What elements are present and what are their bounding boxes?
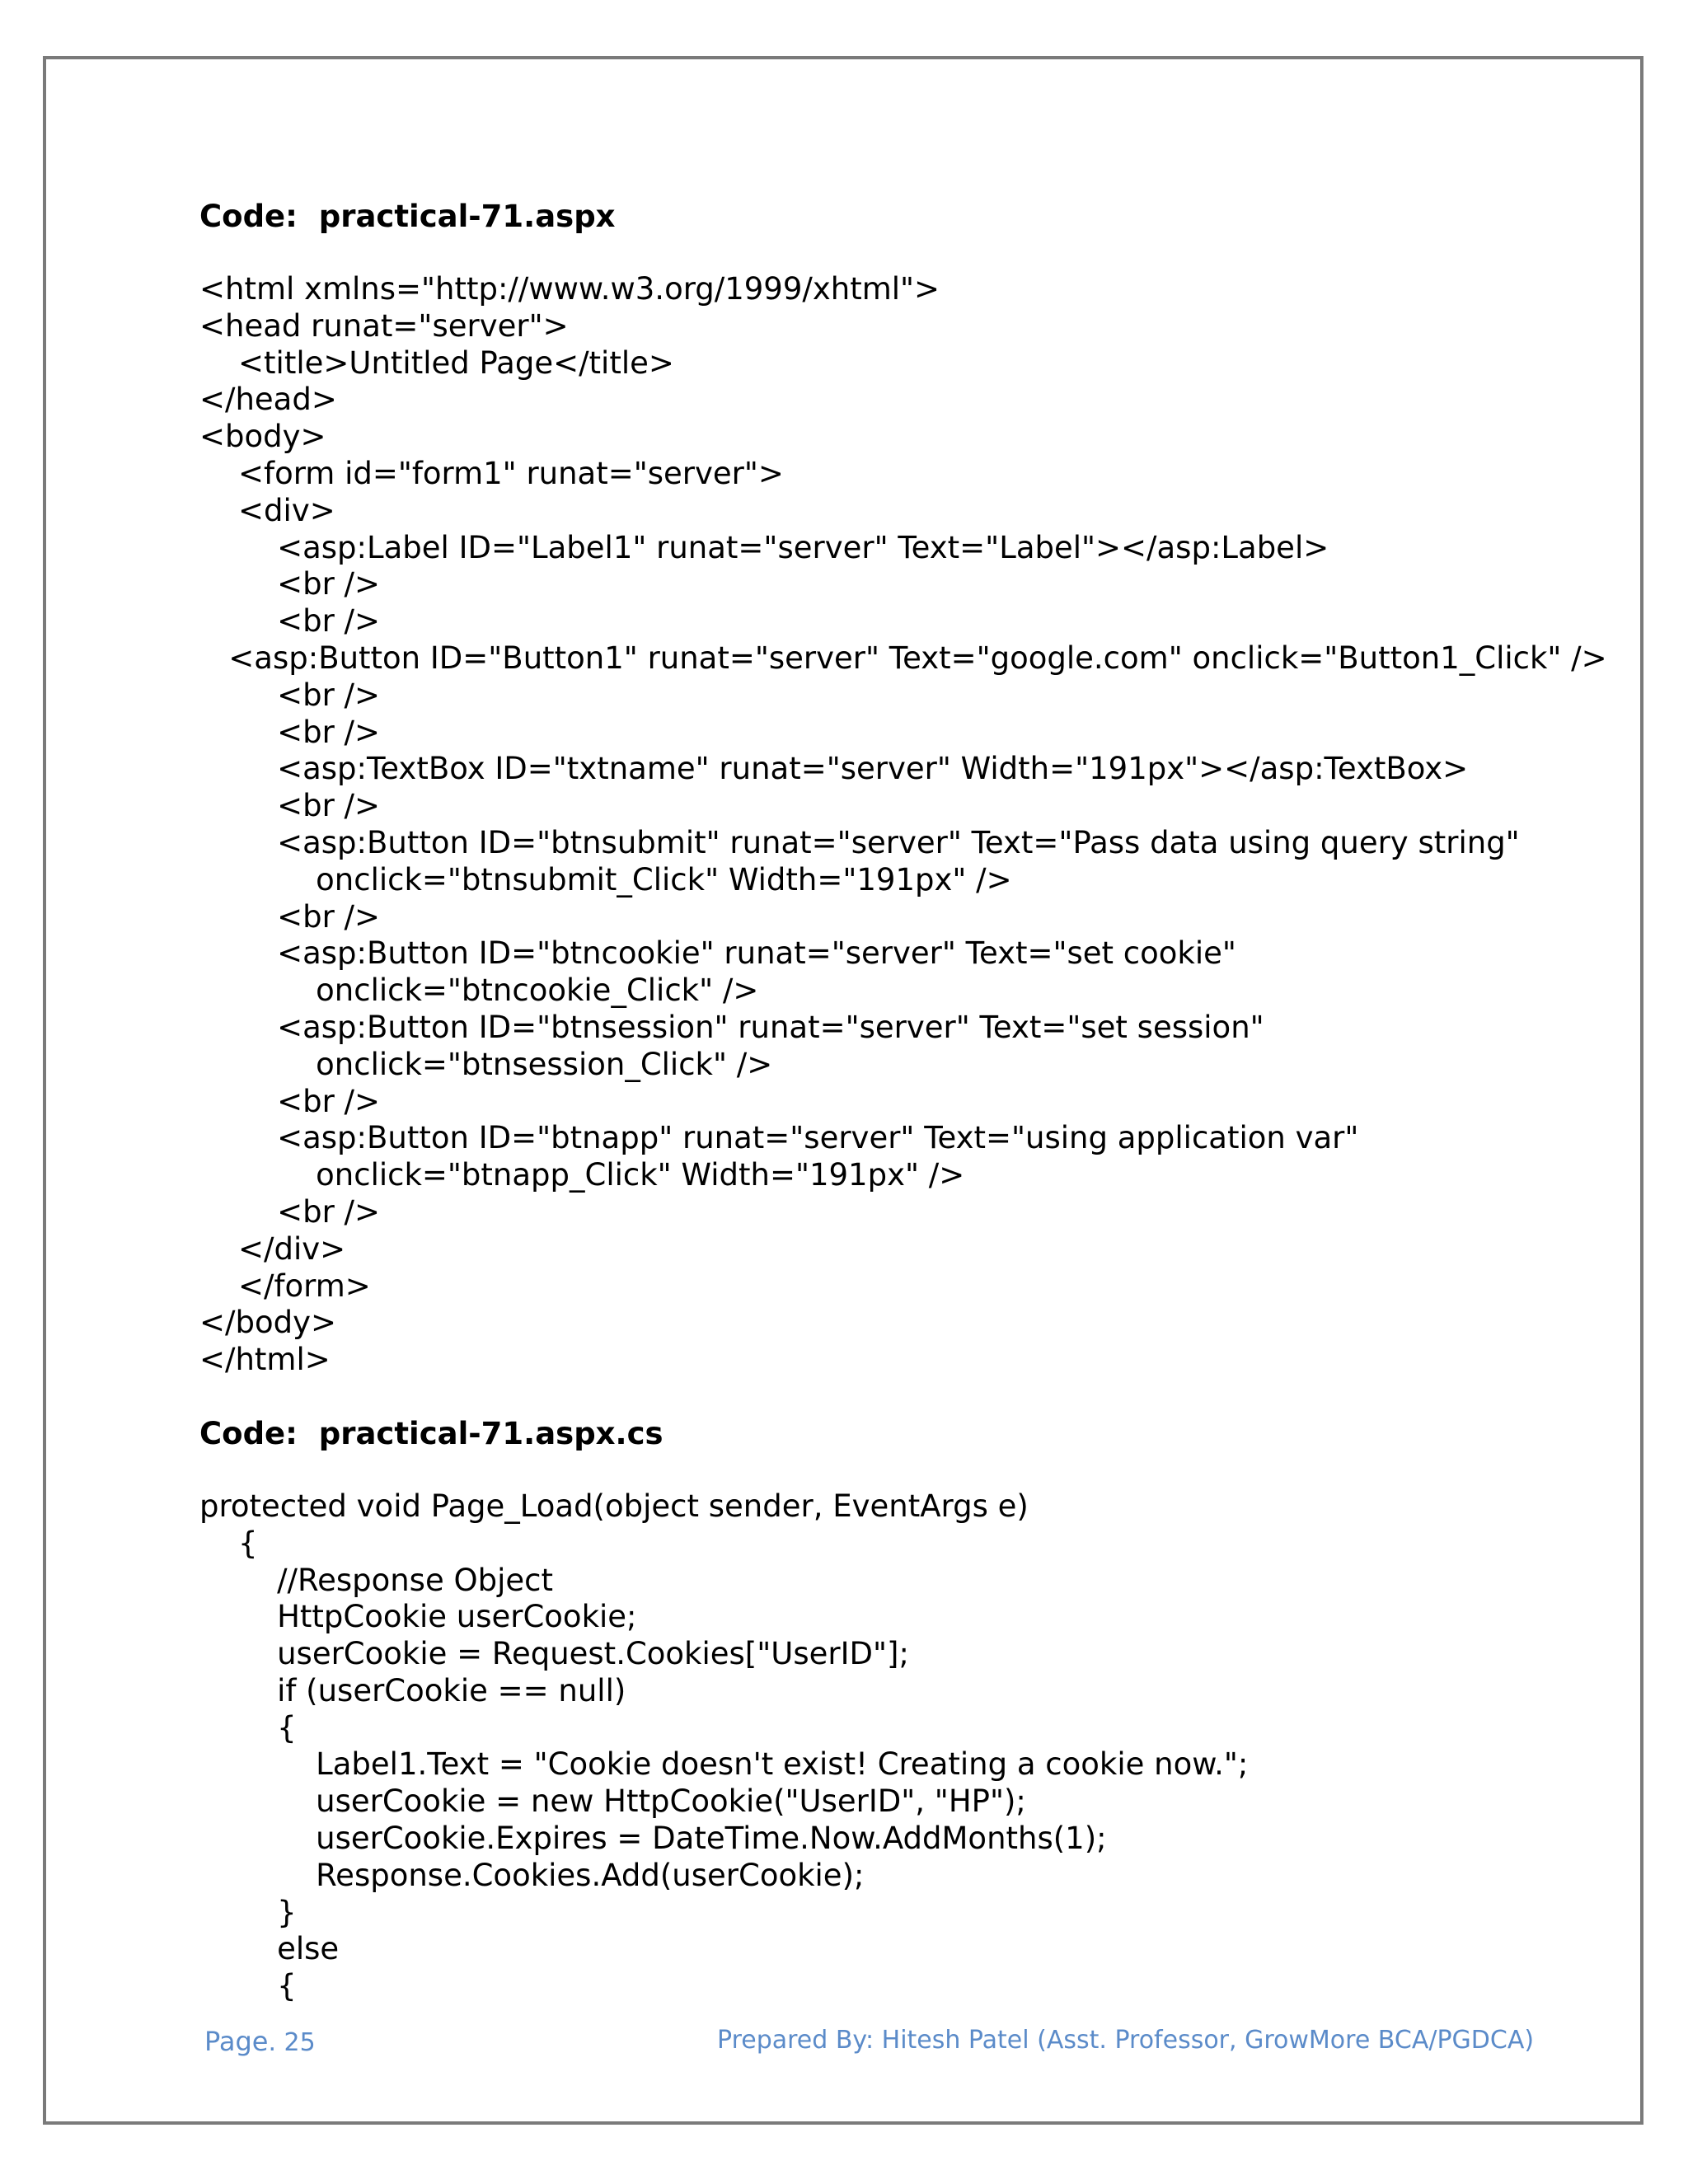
- code-line: <asp:Button ID="btnapp" runat="server" Text="using application var": [199, 1120, 1359, 1156]
- spacer: [199, 1379, 1617, 1413]
- code-line: userCookie = Request.Cookies["UserID"];: [199, 1636, 909, 1672]
- footer-page-value: . 25: [268, 2028, 316, 2057]
- document-content: [199, 196, 1617, 2005]
- code-line: <head runat="server">: [199, 307, 569, 344]
- code-line: <br />: [199, 1083, 381, 1119]
- footer-page-label: Page: [204, 2026, 269, 2057]
- code-line: onclick="btnsubmit_Click" Width="191px" />: [199, 861, 1012, 898]
- code-line: Response.Cookies.Add(userCookie);: [199, 1857, 865, 1893]
- code-line: <br />: [199, 1193, 381, 1230]
- code-line: <asp:Button ID="Button1" runat="server" Text="google.com" onclick="Button1_Click" />: [199, 640, 1607, 676]
- code-line: {: [199, 1525, 258, 1561]
- code-block-aspx: [199, 271, 1617, 1379]
- code-line: <br />: [199, 603, 381, 640]
- code-line: {: [199, 1709, 297, 1746]
- code-line: {: [199, 1968, 297, 2004]
- code-line: <br />: [199, 566, 381, 602]
- code-line: HttpCookie userCookie;: [199, 1599, 637, 1635]
- section-heading-aspx: Code: practical-71.aspx: [199, 199, 616, 234]
- code-line: </div>: [199, 1230, 346, 1267]
- code-line: <form id="form1" runat="server">: [199, 455, 784, 491]
- code-line: <asp:Label ID="Label1" runat="server" Text="Label"></asp:Label>: [199, 529, 1329, 565]
- code-line: <asp:Button ID="btnsubmit" runat="server" Text="Pass data using query string": [199, 824, 1520, 860]
- code-line: <br />: [199, 677, 381, 713]
- code-line: </body>: [199, 1305, 336, 1341]
- code-line: <div>: [199, 492, 335, 528]
- spacer: [199, 1454, 1617, 1488]
- code-line: else: [199, 1931, 340, 1967]
- code-line: <br />: [199, 788, 381, 824]
- code-line: </form>: [199, 1268, 371, 1304]
- code-line: if (userCookie == null): [199, 1672, 626, 1708]
- code-line: <asp:Button ID="btnsession" runat="server" Text="set session": [199, 1009, 1264, 1045]
- code-line: onclick="btncookie_Click" />: [199, 972, 759, 1009]
- code-line: Label1.Text = "Cookie doesn't exist! Creating a cookie now.";: [199, 1746, 1249, 1783]
- code-line: <title>Untitled Page</title>: [199, 344, 674, 381]
- code-line: userCookie = new HttpCookie("UserID", "HP");: [199, 1783, 1026, 1820]
- code-block-cs: [199, 1488, 1617, 2005]
- code-line: <br />: [199, 714, 381, 750]
- code-line: </head>: [199, 382, 337, 418]
- code-line: <asp:TextBox ID="txtname" runat="server" Width="191px"></asp:TextBox>: [199, 751, 1469, 787]
- code-line: //Response Object: [199, 1562, 553, 1598]
- footer-page-number: [204, 2026, 316, 2057]
- code-line: protected void Page_Load(object sender, EventArgs e): [199, 1488, 1029, 1524]
- section-heading-cs: Code: practical-71.aspx.cs: [199, 1415, 663, 1451]
- code-line: </html>: [199, 1342, 331, 1378]
- code-line: <body>: [199, 419, 326, 455]
- footer-prepared-by: Prepared By: Hitesh Patel (Asst. Professor, GrowMore BCA/PGDCA): [717, 2026, 1535, 2055]
- code-line: onclick="btnsession_Click" />: [199, 1046, 773, 1082]
- code-line: onclick="btnapp_Click" Width="191px" />: [199, 1157, 965, 1193]
- code-line: <html xmlns="http://www.w3.org/1999/xhtml">: [199, 271, 940, 307]
- code-line: }: [199, 1894, 297, 1930]
- code-line: userCookie.Expires = DateTime.Now.AddMonths(1);: [199, 1821, 1107, 1857]
- code-line: <asp:Button ID="btncookie" runat="server" Text="set cookie": [199, 935, 1236, 972]
- spacer: [199, 237, 1617, 271]
- code-line: <br />: [199, 898, 381, 935]
